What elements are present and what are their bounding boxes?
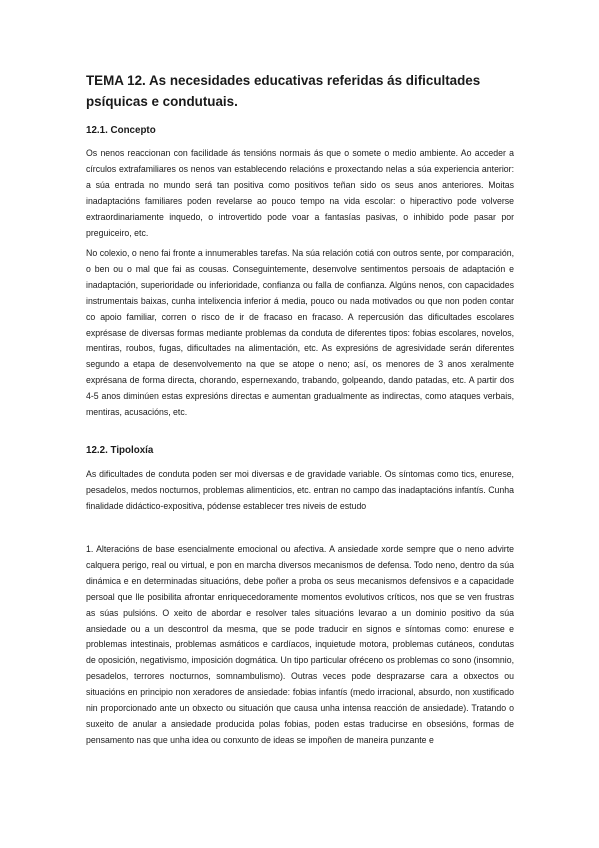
section-heading-tipoloxia: 12.2. Tipoloxía	[86, 445, 154, 456]
section-heading-concepto: 12.1. Concepto	[86, 125, 156, 136]
paragraph-tipoloxia-1: As dificultades de conduta poden ser moi diversas e de gravidade variable. Os síntomas como tics, enurese, pesadelos, medos nocturnos, problemas alimenticios, etc. entran no campo das inadaptacións infantís. Cunha finalidade didáctico-expositiva, pódense establecer tres niveis de estudo	[86, 469, 514, 511]
paragraph-tipoloxia-2: 1. Alteracións de base esencialmente emocional ou afectiva. A ansiedade xorde sempre que o neno advirte calquera perigo, real ou virtual, e pon en marcha diversos mecanismos de defensa. Todo neno, dentro da súa dinámica e en determinadas situacións, debe poñer a proba os seus mecanismos defensivos e a capacidade persoal que lle posibilita afrontar enriquecedoramente momentos evolutivos críticos, nos que se ven frustras as súas pulsións. O xeito de abordar e resolver tales situacións levarao a un dominio positivo da súa ansiedade ou a un descontrol da mesma, que se pode traducir en signos e síntomas como: enurese e problemas intestinais, problemas asmáticos e cardíacos, inquietude motora, problemas cutáneos, condutas de oposición, negativismo, imposición dogmática. Un tipo particular ofréceno os problemas co sono (insomnio, pesadelos, terrores nocturnos, somnambulismo). Outras veces pode desprazarse cara a obxectos ou situacións en principio non xeradores de ansiedade: fobias infantís (medo irracional, absurdo, non xustificado nin proporcionado ante un obxecto ou situación que causa unha intensa reacción de ansiedade). Tratando o suxeito de anular a ansiedade producida polas fobias, poden estas traducirse en obsesións, formas de pensamento nas que unha idea ou conxunto de ideas se impoñen de maneira punzante e	[86, 544, 514, 745]
paragraph-concepto-1: Os nenos reaccionan con facilidade ás tensións normais ás que o somete o medio ambiente. Ao acceder a círculos extrafamiliares os nenos van establecendo relacións e proxectando nelas a súa experiencia anterior: a súa entrada no mundo será tan positiva como positivos teñan sido os seus anos anteriores. Moitas inadaptacións familiares poden revelarse ao pouco tempo na vida escolar: o hiperactivo pode volverse extraordinariamente inquedo, o introvertido pode voar a fantasías pasivas, o inhibido pode pasar por preguiceiro, etc.	[86, 148, 514, 238]
paragraph-concepto-2: No colexio, o neno fai fronte a innumerables tarefas. Na súa relación cotiá con outros sente, por comparación, o ben ou o mal que fai as cousas. Conseguintemente, desenvolve sentimentos persoais de adaptación e inadaptación, superioridade ou inferioridade, confianza ou falla de confianza. Algúns nenos, con capacidades instrumentais baixas, cunha intelixencia inferior á media, pouco ou nada motivados ou que non poden contar co apoio familiar, corren o risco de ir de fracaso en fracaso. A repercusión das dificultades escolares exprésase de diversas formas mediante problemas da conduta de diferentes tipos: fobias escolares, novelos, mentiras, roubos, fugas, dificultades na alimentación, etc. As expresións de agresividade serán diferentes segundo a etapa de desenvolvemento na que se atope o neno; así, os menores de 3 anos xeralmente exprésana de forma directa, chorando, espernexando, trabando, golpeando, dando patadas, etc. A partir dos 4-5 anos diminúen estas expresións directas e aumentan gradualmente as indirectas, como ataques verbais, mentiras, acusacións, etc.	[86, 248, 514, 418]
page-title: TEMA 12. As necesidades educativas referidas ás dificultades psíquicas e condutuais.	[86, 73, 481, 109]
